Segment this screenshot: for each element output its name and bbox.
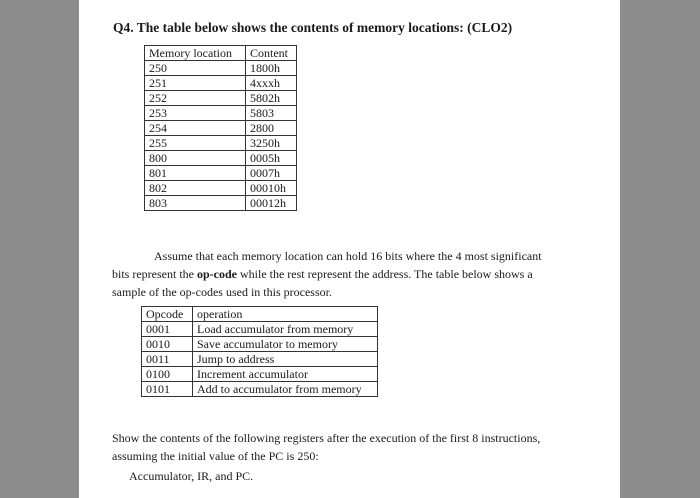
table-row bbox=[142, 337, 378, 352]
operation-cell: Save accumulator to memory bbox=[193, 337, 378, 352]
memory-location-cell: 250 bbox=[145, 61, 246, 76]
content-cell: 00012h bbox=[246, 196, 297, 211]
memory-location-cell: 255 bbox=[145, 136, 246, 151]
operation-cell: Increment accumulator bbox=[193, 367, 378, 382]
content-cell: 4xxxh bbox=[246, 76, 297, 91]
table-row bbox=[145, 166, 297, 181]
memory-location-cell: 800 bbox=[145, 151, 246, 166]
content-cell: 1800h bbox=[246, 61, 297, 76]
memory-location-cell: 802 bbox=[145, 181, 246, 196]
memory-location-cell: 803 bbox=[145, 196, 246, 211]
table-row bbox=[145, 76, 297, 91]
operation-cell: Add to accumulator from memory bbox=[193, 382, 378, 397]
paragraph-line: Show the contents of the following registers after the execution of the first 8 instructions, bbox=[112, 431, 541, 445]
content-cell: 0005h bbox=[246, 151, 297, 166]
table-row bbox=[142, 382, 378, 397]
opcode-description bbox=[112, 247, 542, 301]
table-row bbox=[145, 106, 297, 121]
operation-cell: Load accumulator from memory bbox=[193, 322, 378, 337]
opcode-table-header bbox=[142, 307, 378, 322]
opcode-cell: 0100 bbox=[142, 367, 193, 382]
paragraph-text: bits represent the bbox=[112, 267, 197, 281]
paragraph-line: assuming the initial value of the PC is 250: bbox=[112, 449, 319, 463]
header-content: Content bbox=[246, 46, 297, 61]
memory-location-cell: 252 bbox=[145, 91, 246, 106]
header-memory-location: Memory location bbox=[145, 46, 246, 61]
op-code-term: op-code bbox=[196, 267, 237, 281]
table-row bbox=[145, 181, 297, 196]
header-opcode: Opcode bbox=[142, 307, 193, 322]
memory-location-cell: 253 bbox=[145, 106, 246, 121]
opcode-cell: 0010 bbox=[142, 337, 193, 352]
table-row bbox=[145, 121, 297, 136]
table-row bbox=[142, 367, 378, 382]
content-cell: 3250h bbox=[246, 136, 297, 151]
table-row bbox=[142, 352, 378, 367]
table-row bbox=[142, 322, 378, 337]
table-row bbox=[145, 91, 297, 106]
header-operation: operation bbox=[193, 307, 378, 322]
content-cell: 0007h bbox=[246, 166, 297, 181]
content-cell: 5802h bbox=[246, 91, 297, 106]
memory-table-header bbox=[145, 46, 297, 61]
opcode-cell: 0101 bbox=[142, 382, 193, 397]
table-row bbox=[145, 136, 297, 151]
memory-location-cell: 801 bbox=[145, 166, 246, 181]
document-page bbox=[79, 0, 620, 498]
paragraph-line bbox=[112, 265, 542, 283]
opcode-table bbox=[141, 306, 378, 397]
memory-location-cell: 254 bbox=[145, 121, 246, 136]
paragraph-text: while the rest represent the address. The table below shows a bbox=[236, 267, 533, 281]
memory-table bbox=[144, 45, 297, 211]
content-cell: 00010h bbox=[246, 181, 297, 196]
task-instructions bbox=[112, 429, 540, 465]
paragraph-line: Assume that each memory location can hold 16 bits where the 4 most significant bbox=[154, 249, 542, 263]
content-cell: 5803 bbox=[246, 106, 297, 121]
table-row bbox=[145, 151, 297, 166]
table-row bbox=[145, 61, 297, 76]
memory-location-cell: 251 bbox=[145, 76, 246, 91]
content-cell: 2800 bbox=[246, 121, 297, 136]
question-title: Q4. The table below shows the contents of memory locations: (CLO2) bbox=[113, 20, 513, 35]
paragraph-line: sample of the op-codes used in this processor. bbox=[112, 285, 332, 299]
operation-cell: Jump to address bbox=[193, 352, 378, 367]
opcode-cell: 0011 bbox=[142, 352, 193, 367]
opcode-cell: 0001 bbox=[142, 322, 193, 337]
table-row bbox=[145, 196, 297, 211]
registers-list: Accumulator, IR, and PC. bbox=[129, 469, 254, 483]
